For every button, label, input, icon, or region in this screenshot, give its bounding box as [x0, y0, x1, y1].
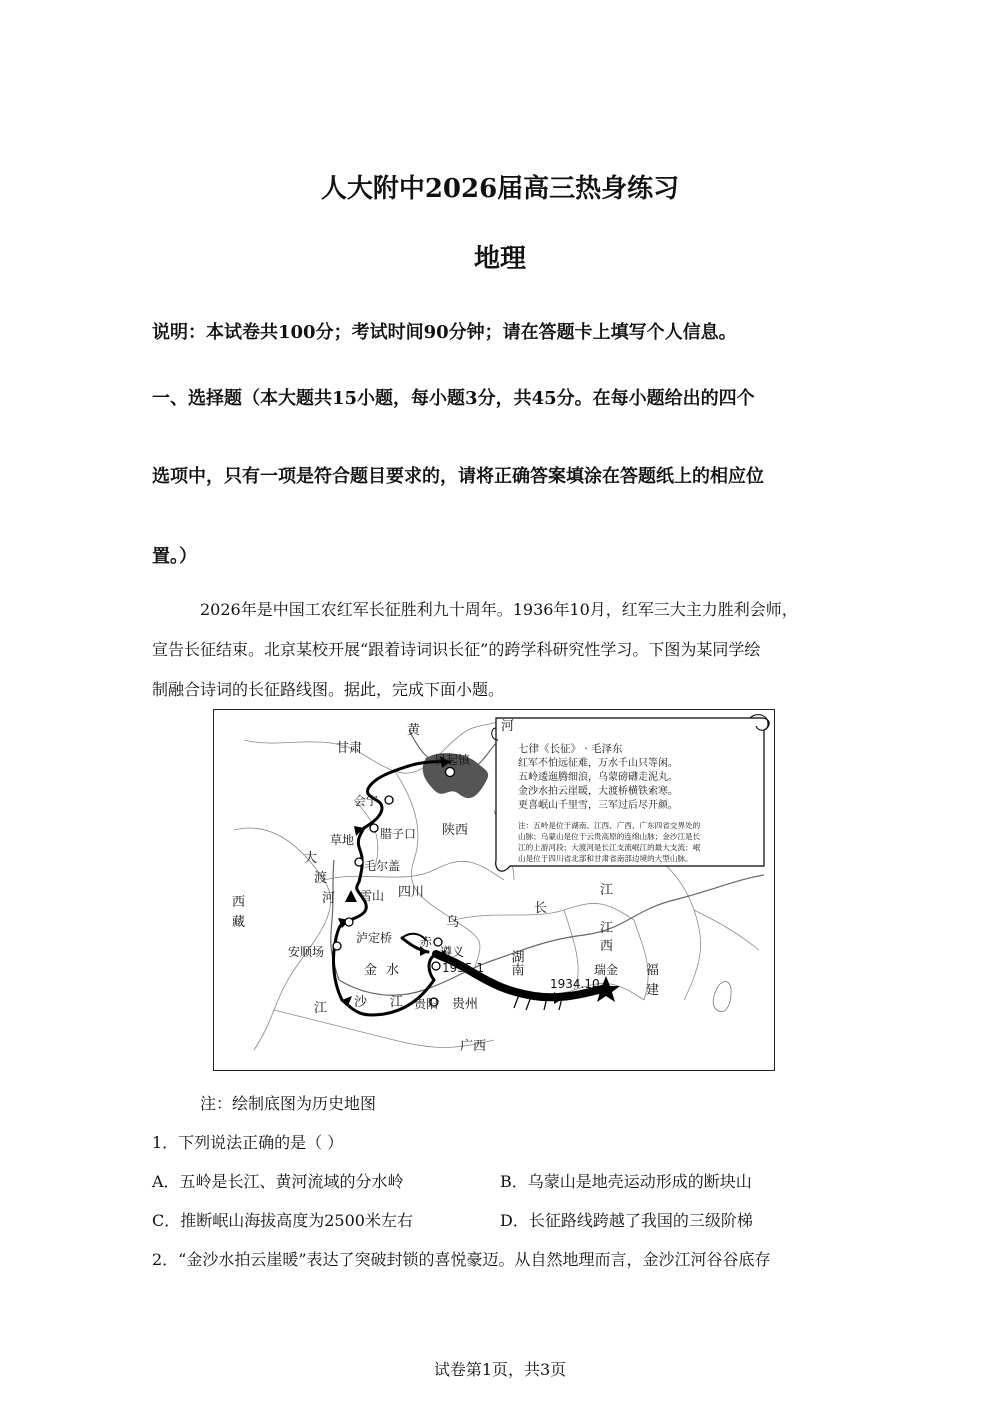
- label-he2: 河: [322, 891, 336, 906]
- label-ludingqiao: 泸定桥: [356, 931, 393, 945]
- poem-line-3: 金沙水拍云崖暖，大渡桥横铁索寒。: [518, 786, 678, 797]
- label-xueshan: 雪山: [360, 889, 385, 903]
- section-heading-line-3: 置。）: [152, 546, 197, 567]
- label-jiang: 江: [600, 883, 614, 898]
- label-jiang3: 江: [390, 995, 404, 1010]
- page-footer: 试卷第1页，共3页: [433, 1360, 567, 1379]
- label-jiangxi-1: 江: [600, 921, 614, 936]
- question-1-option-d[interactable]: D．长征路线跨越了我国的三级阶梯: [500, 1211, 753, 1230]
- section-heading-line-1: 一、选择题（本大题共15小题，每小题3分，共45分。在每小题给出的四个: [152, 388, 755, 409]
- label-date1935: 1935.1: [442, 961, 484, 975]
- label-lazikou: 腊子口: [380, 827, 417, 841]
- label-zang: 藏: [232, 915, 246, 930]
- label-zunyi: 遵义: [440, 945, 465, 959]
- label-chi: 赤: [420, 935, 433, 949]
- label-chang: 长: [534, 901, 548, 916]
- section-heading-line-2: 选项中，只有一项是符合题目要求的，请将正确答案填涂在答题纸上的相应位: [152, 466, 764, 487]
- label-gansu: 甘肃: [336, 741, 363, 756]
- label-huang: 黄: [407, 723, 421, 738]
- intro-line-1: 2026年是中国工农红军长征胜利九十周年。1936年10月，红军三大主力胜利会师，: [200, 600, 798, 619]
- label-he: 河: [501, 719, 515, 734]
- label-ruijin: 瑞金: [594, 963, 619, 977]
- question-2-stem: 2．“金沙水拍云崖暖”表达了突破封锁的喜悦豪迈。从自然地理而言，金沙江河谷谷底存: [152, 1250, 771, 1269]
- question-1-option-c[interactable]: C．推断岷山海拔高度为2500米左右: [152, 1211, 413, 1230]
- label-maoergai: 毛尔盖: [364, 859, 401, 873]
- question-1-stem: 1．下列说法正确的是（ ）: [152, 1133, 344, 1152]
- label-shaanxi: 陕西: [442, 823, 469, 838]
- question-1-option-a[interactable]: A．五岭是长江、黄河流域的分水岭: [152, 1172, 404, 1191]
- label-da: 大: [304, 851, 318, 866]
- label-jiangxi-2: 西: [600, 939, 614, 954]
- label-wu: 乌: [446, 915, 460, 930]
- map-svg: [214, 710, 774, 1070]
- long-march-map: [213, 709, 775, 1071]
- intro-line-2: 宣告长征结束。北京某校开展“跟着诗词识长征”的跨学科研究性学习。下图为某同学绘: [152, 640, 761, 659]
- label-sha: 沙: [354, 995, 368, 1010]
- label-jin: 金: [364, 963, 378, 978]
- label-sichuan: 四川: [398, 885, 425, 900]
- poem-note-4: 山是位于四川省北部和甘肃省南部边境的大型山脉。: [518, 854, 693, 863]
- map-caption: 注：绘制底图为历史地图: [200, 1094, 377, 1113]
- label-fujian-2: 建: [646, 983, 660, 998]
- poem-note-1: 注：五岭是位于湖南、江西、广西、广东四省交界处的: [518, 821, 701, 830]
- poem-title: 七律《长征》 · 毛泽东: [518, 743, 623, 755]
- label-shui: 水: [386, 963, 400, 978]
- label-xi: 西: [232, 895, 246, 910]
- label-huining: 会宁: [354, 794, 379, 808]
- label-caodi: 草地: [330, 833, 355, 847]
- label-wuqizhen: 吴起镇: [434, 753, 471, 767]
- question-1-option-b[interactable]: B．乌蒙山是地壳运动形成的断块山: [500, 1172, 752, 1191]
- poem-note-3: 江的上游河段；大渡河是长江支流岷江的最大支流；岷: [518, 843, 701, 852]
- page-title: 人大附中2026届高三热身练习: [320, 174, 680, 204]
- instructions: 说明：本试卷共100分；考试时间90分钟；请在答题卡上填写个人信息。: [152, 322, 737, 343]
- label-hunan-1: 湖南: [508, 950, 524, 976]
- poem-line-4: 更喜岷山千里雪，三军过后尽开颜。: [518, 800, 678, 811]
- poem-line-2: 五岭逶迤腾细浪，乌蒙磅礴走泥丸。: [518, 772, 678, 783]
- label-jiang2: 江: [314, 1001, 328, 1016]
- poem-line-1: 红军不怕远征难，万水千山只等闲。: [518, 758, 678, 769]
- taiwan-outline: [713, 982, 731, 1012]
- snow-mountain-icon: [345, 890, 357, 902]
- label-fujian-1: 福: [646, 963, 660, 978]
- label-guizhou: 贵州: [452, 997, 479, 1012]
- label-guiyang: 贵阳: [414, 997, 439, 1011]
- subject-title: 地理: [473, 244, 526, 274]
- intro-line-3: 制融合诗词的长征路线图。据此，完成下面小题。: [152, 680, 505, 699]
- label-date1934: 1934.10: [550, 977, 600, 991]
- poem-note-2: 山脉；乌蒙山是位于云贵高原的连绵山脉；金沙江是长: [518, 832, 701, 841]
- label-guangxi: 广西: [460, 1039, 487, 1054]
- label-du: 渡: [314, 871, 328, 886]
- label-anshunchang: 安顺场: [288, 945, 325, 959]
